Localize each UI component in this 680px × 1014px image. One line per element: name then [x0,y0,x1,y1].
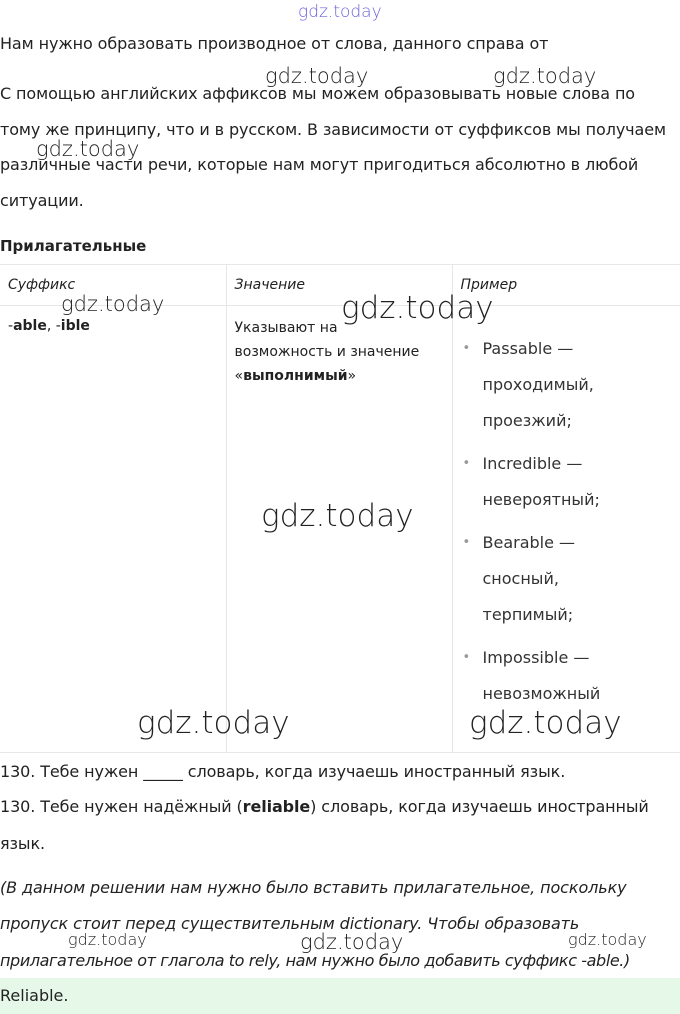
intro-line-3: тому же принципу, что и в русском. В зависимости от суффиксов мы получаем [0,120,666,139]
example-word: • Bearable — [482,533,576,552]
intro-line-4: различные части речи, которые нам могут пригодиться абсолютно в любой [0,155,639,174]
watermark: gdz.today [298,2,382,22]
intro-line-5: ситуации. [0,191,84,210]
example-translation: терпимый; [482,605,574,624]
watermark: gdz.today [493,64,597,88]
watermark: gdz.today [469,705,622,741]
header-suffix: Суффикс [0,265,226,306]
suffix-ible: ible [60,318,90,334]
example-translation: невозможный [482,684,601,703]
watermark: gdz.today [261,498,414,534]
meaning-keyword: выполнимый [243,368,348,384]
quote-close: » [347,368,357,384]
suffix-able: able [13,318,47,334]
final-answer: Reliable. [0,978,680,1014]
example-translation: проходимый, [482,375,594,394]
task-answer-line-2: язык. [0,834,46,853]
suffix-cell [0,306,226,753]
intro-line-1: Нам нужно образовать производное от слова, данного справа от [0,34,549,53]
meaning-line-1: Указывают на [234,320,338,336]
list-item [483,518,673,633]
answer-suffix: ) словарь, когда изучаешь иностранный [310,797,649,816]
task-answer [0,797,680,816]
intro-line-2: С помощью английских аффиксов мы можем образовывать новые слова по [0,84,635,103]
example-translation: сносный, [482,569,559,588]
watermark: gdz.today [300,930,404,954]
watermark: gdz.today [265,64,369,88]
explanation-line-2: пропуск стоит перед существительным dictionary. Чтобы образовать [0,914,580,933]
list-item [483,439,673,518]
watermark: gdz.today [341,290,494,326]
meaning-line-3 [235,364,444,388]
task-question: 130. Тебе нужен _____ словарь, когда изучаешь иностранный язык. [0,762,566,781]
answer-prefix: 130. Тебе нужен надёжный ( [0,797,243,816]
example-translation: проезжий; [482,411,572,430]
explanation-line-3: прилагательное от глагола to rely, нам нужно было добавить суффикс -able.) [0,951,630,970]
explanation-line-1: (В данном решении нам нужно было вставить прилагательное, поскольку [0,878,627,897]
example-translation: невероятный; [482,490,600,509]
section-title: Прилагательные [0,237,147,255]
header-example: Пример [452,265,680,306]
answer-keyword: reliable [242,797,311,816]
example-cell [452,306,680,753]
list-item [483,324,673,439]
example-word: • Incredible — [482,454,583,473]
header-meaning: Значение [226,265,452,306]
suffix-dash: - [8,318,14,334]
meaning-line-2: возможность и значение [234,344,420,360]
watermark: gdz.today [61,292,165,316]
watermark: gdz.today [137,705,290,741]
suffix-separator: , - [46,318,61,334]
quote-open: « [234,368,244,384]
watermark: gdz.today [568,930,647,949]
watermark: gdz.today [68,930,147,949]
example-word: • Impossible — [482,648,590,667]
list-item [483,633,673,712]
example-word: • Passable — [482,339,574,358]
watermark: gdz.today [36,137,140,161]
example-list [461,324,673,712]
